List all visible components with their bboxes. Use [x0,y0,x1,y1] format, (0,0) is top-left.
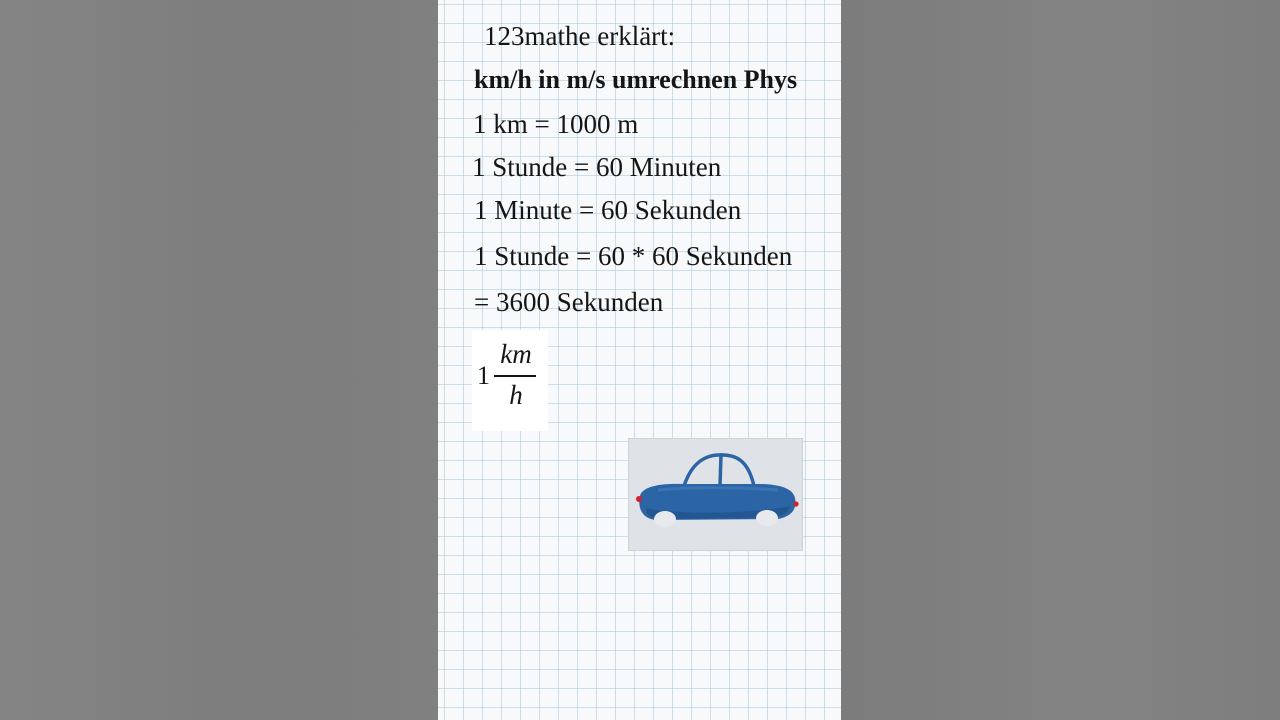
page-title: km/h in m/s umrechnen Phys [474,65,798,94]
fraction-whole: 1 [477,361,490,390]
car-icon [628,438,803,551]
fraction-bar [494,375,536,377]
fraction-denominator: h [509,380,523,410]
fraction-numerator: km [500,339,532,369]
equation-line: 1 km = 1000 m [473,109,639,139]
brand-caption: 123mathe erklärt: [484,21,676,51]
fraction-km-per-h [472,330,548,431]
equation-line: 1 Stunde = 60 * 60 Sekunden [474,241,793,271]
equation-line: = 3600 Sekunden [474,287,664,317]
equation-line: 1 Stunde = 60 Minuten [472,152,722,182]
car-illustration [628,438,803,551]
equation-line: 1 Minute = 60 Sekunden [474,195,742,225]
grid-paper-panel [438,0,841,720]
